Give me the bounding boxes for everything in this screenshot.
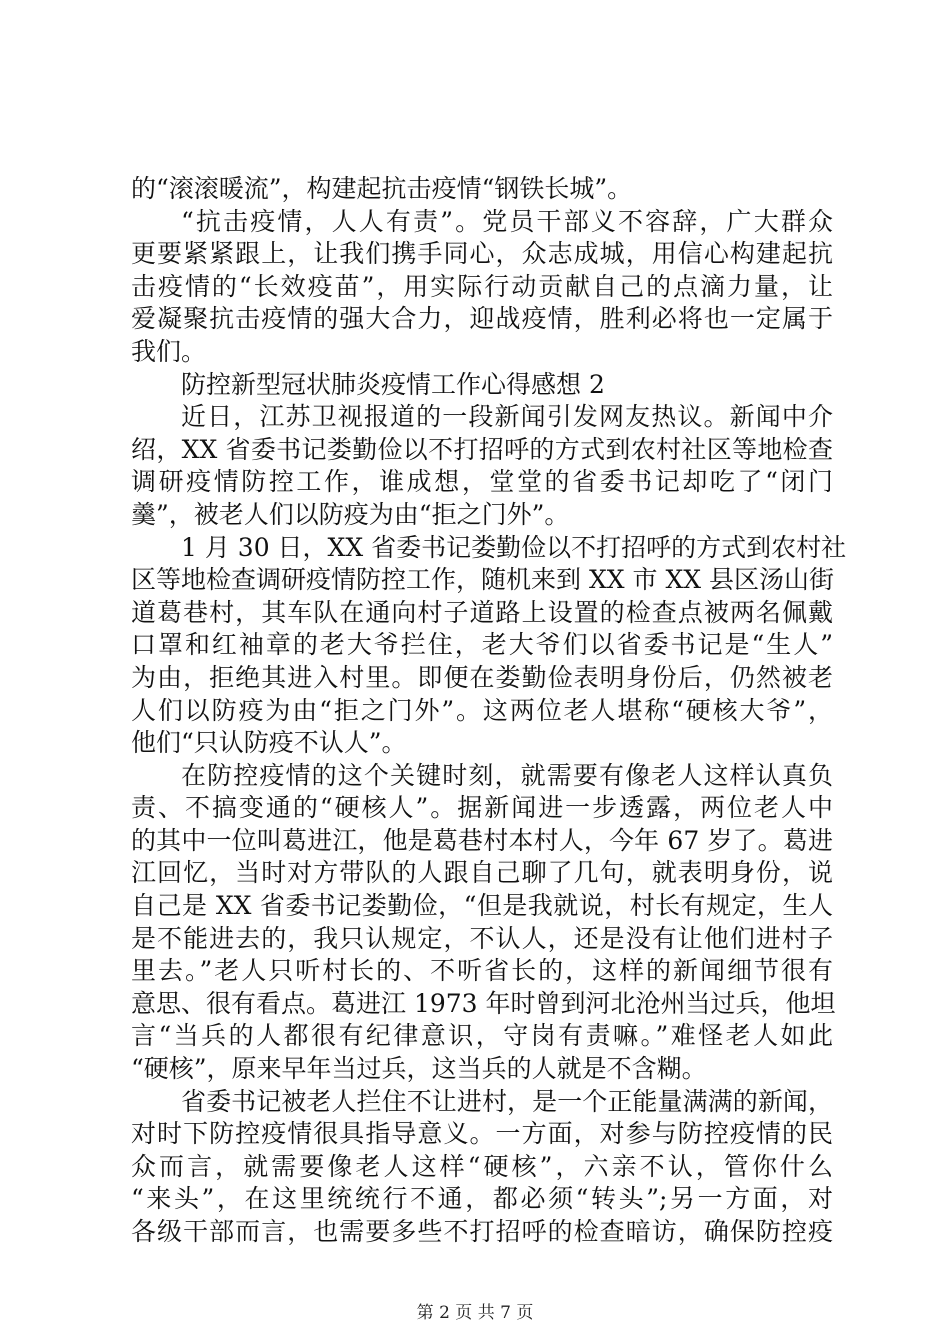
text-line: 羹”，被老人们以防疫为由“拒之门外”。 [131, 499, 570, 529]
text-line: 各级干部而言，也需要多些不打招呼的检查暗访，确保防控疫 [131, 1217, 833, 1246]
text-line: 近日，江苏卫视报道的一段新闻引发网友热议。新闻中介 [181, 402, 833, 432]
text-line: 责、不搞变通的“硬核人”。据新闻进一步透露，两位老人中 [131, 793, 833, 823]
text-line: 众而言，就需要像老人这样“硬核”，六亲不认，管你什么 [131, 1151, 833, 1181]
text-line: 防控新型冠状肺炎疫情工作心得感想 2 [181, 369, 605, 399]
text-line: 里去。”老人只听村长的、不听省长的，这样的新闻细节很有 [131, 956, 833, 986]
text-line: 我们。 [131, 336, 207, 366]
text-line: “硬核”，原来早年当过兵，这当兵的人就是不含糊。 [131, 1054, 707, 1084]
text-line: 省委书记被老人拦住不让进村，是一个正能量满满的新闻， [181, 1086, 833, 1116]
text-line: 绍，XX 省委书记娄勤俭以不打招呼的方式到农村社区等地检查 [131, 434, 833, 464]
text-line: 言“当兵的人都很有纪律意识，守岗有责嘛。”难怪老人如此 [131, 1021, 833, 1051]
text-line: 自己是 XX 省委书记娄勤俭，“但是我就说，村长有规定，生人 [131, 891, 833, 921]
text-line: 他们“只认防疫不认人”。 [131, 728, 407, 758]
text-line: 区等地检查调研疫情防控工作，随机来到 XX 市 XX 县区汤山街 [131, 565, 834, 595]
text-line: “抗击疫情，人人有责”。党员干部义不容辞，广大群众 [181, 206, 833, 236]
text-line: 江回忆，当时对方带队的人跟自己聊了几句，就表明身份，说 [131, 858, 833, 888]
text-line: 对时下防控疫情很具指导意义。一方面，对参与防控疫情的民 [131, 1119, 833, 1149]
page-footer: 第 2 页 共 7 页 [416, 1303, 534, 1323]
text-line: 口罩和红袖章的老大爷拦住，老大爷们以省委书记是“生人” [131, 630, 833, 660]
text-line: “来头”，在这里统统行不通，都必须“转头”;另一方面，对 [131, 1184, 833, 1214]
text-line: 的其中一位叫葛进江，他是葛巷村本村人，今年 67 岁了。葛进 [131, 825, 833, 855]
text-line: 爱凝聚抗击疫情的强大合力，迎战疫情，胜利必将也一定属于 [131, 304, 833, 334]
text-line: 调研疫情防控工作，谁成想，堂堂的省委书记却吃了“闭门 [131, 467, 833, 497]
body-text [131, 173, 847, 1249]
text-line: 击疫情的“长效疫苗”，用实际行动贡献自己的点滴力量，让 [131, 271, 833, 301]
text-line: 1 月 30 日，XX 省委书记娄勤俭以不打招呼的方式到农村社 [181, 532, 847, 562]
text-line: 人们以防疫为由“拒之门外”。这两位老人堪称“硬核大爷”， [131, 695, 833, 725]
text-line: 为由，拒绝其进入村里。即便在娄勤俭表明身份后，仍然被老 [131, 662, 833, 692]
text-line: 意思、很有看点。葛进江 1973 年时曾到河北沧州当过兵，他坦 [131, 988, 836, 1018]
text-line: 道葛巷村，其车队在通向村子道路上设置的检查点被两名佩戴 [131, 597, 833, 627]
text-line: 更要紧紧跟上，让我们携手同心，众志成城，用信心构建起抗 [131, 239, 833, 269]
text-line: 的“滚滚暖流”，构建起抗击疫情“钢铁长城”。 [131, 174, 633, 203]
text-line: 在防控疫情的这个关键时刻，就需要有像老人这样认真负 [181, 760, 833, 790]
text-line: 是不能进去的，我只认规定，不认人，还是没有让他们进村子 [131, 923, 833, 953]
